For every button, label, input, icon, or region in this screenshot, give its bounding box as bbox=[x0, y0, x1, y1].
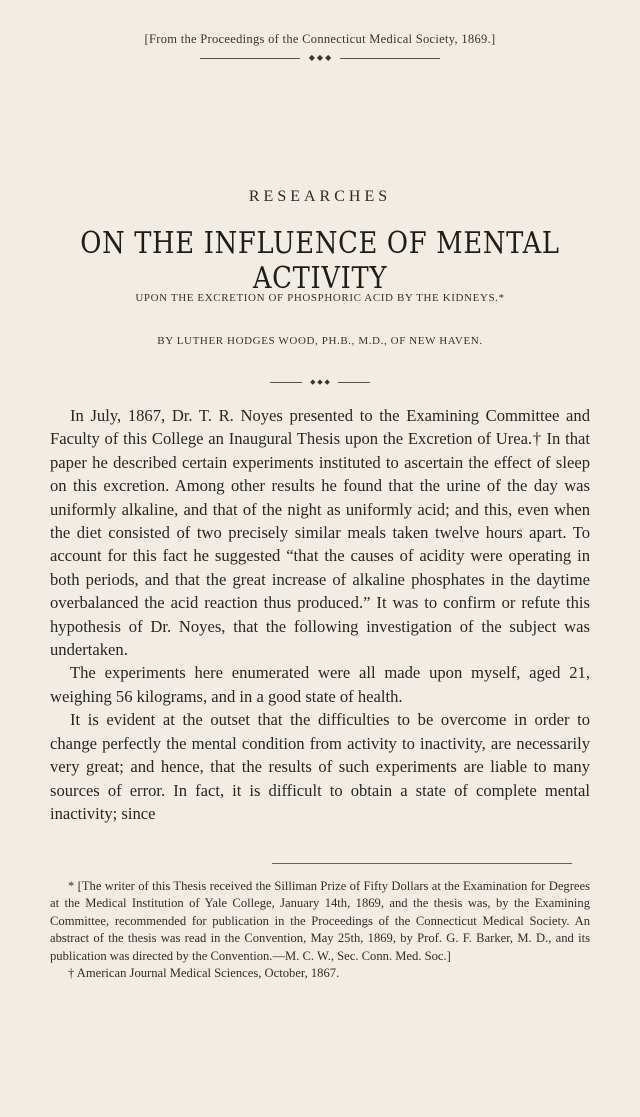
body-text bbox=[50, 404, 590, 825]
section-ornament: ◆ ◆ ◆ bbox=[302, 376, 338, 388]
kicker-heading: RESEARCHES bbox=[248, 188, 392, 205]
paragraph: In July, 1867, Dr. T. R. Noyes presented to the Examining Committee and Faculty of this College an Inaugural Thesis upon the Excretion of Urea.† In that paper he described certain experiments instituted to ascertain the effect of sleep on this excretion. Among other results he found that the urine of the day was uniformly alkaline, and that of the night as uniformly acid; and this, even when the diet consisted of two precisely similar meals taken twelve hours apart. To account for this fact he suggested “that the causes of acidity were operating in both periods, and that the great increase of alkaline phosphates in the daytime overbalanced the acid reaction thus produced.” It was to confirm or refute this hypothesis of Dr. Noyes, that the following investigation of the subject was undertaken. bbox=[50, 406, 590, 660]
footnote: * [The writer of this Thesis received the Silliman Prize of Fifty Dollars at the Examination for Degrees at the Medical Institution of Yale College, January 14th, 1869, and the thesis was, by the Examining Committee, recommended for publication in the Proceedings of the Connecticut Medical Society. An abstract of the thesis was read in the Convention, May 25th, 1869, by Prof. G. F. Barker, M. D., and its publication was directed by the Convention.—M. C. W., Sec. Conn. Med. Soc.] bbox=[50, 879, 590, 963]
paragraph: It is evident at the outset that the difficulties to be overcome in order to change perfectly the mental condition from activity to inactivity, are necessarily very great; and hence, that the results of such experiments are liable to many sources of error. In fact, it is difficult to obtain a state of complete mental inactivity; since bbox=[50, 710, 590, 823]
running-header: [From the Proceedings of the Connecticut Medical Society, 1869.] bbox=[144, 32, 496, 46]
footnote: † American Journal Medical Sciences, October, 1867. bbox=[68, 966, 340, 981]
paragraph: The experiments here enumerated were all made upon myself, aged 21, weighing 56 kilograms, and in a good state of health. bbox=[50, 663, 590, 706]
header-ornament: ◆ ◆ ◆ bbox=[300, 52, 340, 64]
article-subtitle: UPON THE EXCRETION OF PHOSPHORIC ACID BY THE KIDNEYS.* bbox=[135, 292, 505, 304]
article-title: ON THE INFLUENCE OF MENTAL ACTIVITY bbox=[80, 226, 560, 296]
footnotes bbox=[50, 878, 590, 982]
author-byline: BY LUTHER HODGES WOOD, PH.B., M.D., OF NEW HAVEN. bbox=[157, 335, 483, 347]
footnote-rule bbox=[272, 863, 572, 864]
